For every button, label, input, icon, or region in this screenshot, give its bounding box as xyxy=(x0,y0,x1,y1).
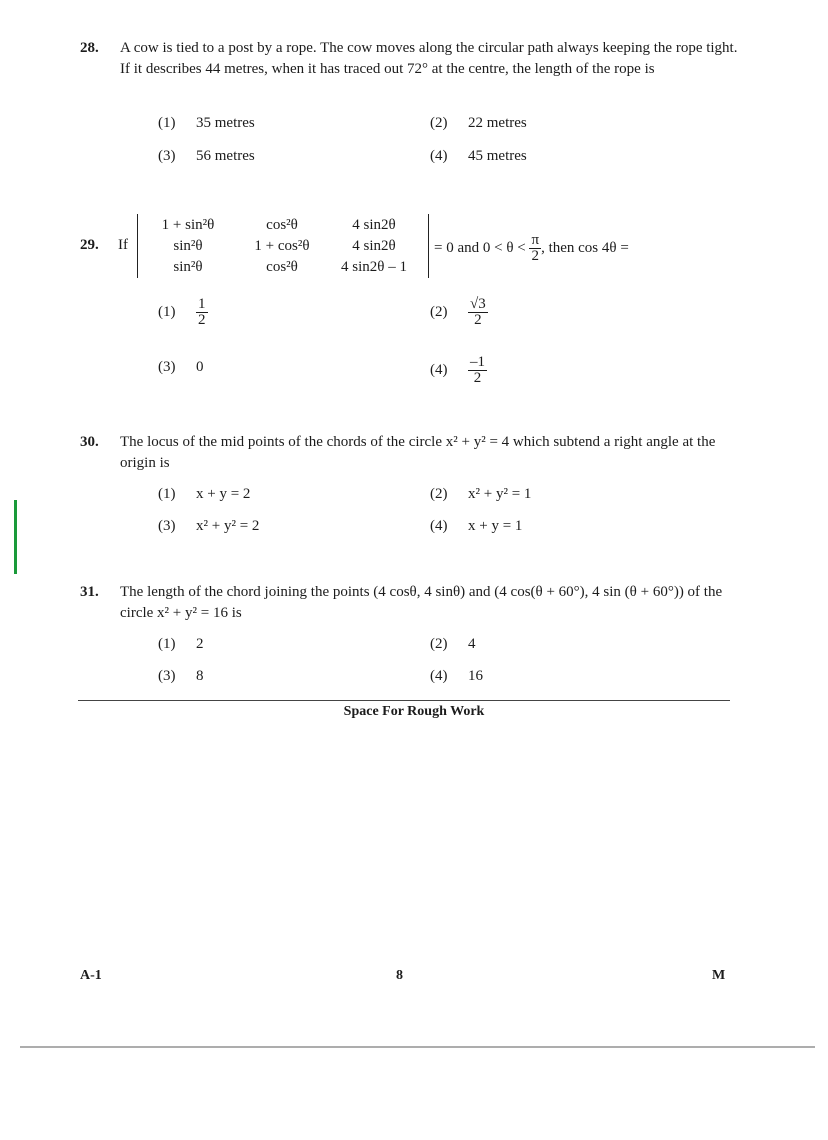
option-30-1[interactable]: (1) x + y = 2 xyxy=(158,486,251,502)
question-28 xyxy=(80,38,740,80)
rough-work-label: Space For Rough Work xyxy=(343,704,485,719)
question-text: The locus of the mid points of the chords of the circle x² + y² = 4 which subtend a right angle at the origin is xyxy=(120,434,716,471)
question-31 xyxy=(80,582,740,624)
question-30 xyxy=(80,432,740,474)
scan-edge-line xyxy=(20,1046,815,1048)
question-29-prefix: If xyxy=(118,237,128,253)
option-28-1[interactable]: (1) 35 metres xyxy=(158,115,255,131)
option-30-4[interactable]: (4) x + y = 1 xyxy=(430,518,523,534)
question-number: 28. xyxy=(80,40,99,56)
matrix-cell: 4 sin2θ xyxy=(352,238,396,254)
divider xyxy=(78,700,730,701)
question-29-number: 29. xyxy=(80,237,99,253)
option-30-2[interactable]: (2) x² + y² = 1 xyxy=(430,486,532,502)
matrix-cell: 1 + cos²θ xyxy=(254,238,310,254)
matrix-cell: cos²θ xyxy=(266,259,298,275)
green-pen-mark xyxy=(14,500,17,574)
pi-over-2-fraction: $\frac{\pi}{2}$ xyxy=(531,232,540,264)
question-number: 30. xyxy=(80,434,99,450)
option-28-2[interactable]: (2) 22 metres xyxy=(430,115,527,131)
option-30-3[interactable]: (3) x² + y² = 2 xyxy=(158,518,260,534)
question-29-condition: = 0 and 0 < θ < $\frac{\pi}{2}$ , then cos 4θ = xyxy=(434,232,629,264)
determinant xyxy=(137,214,429,278)
fraction: $\frac{1}{2}$ xyxy=(198,296,206,328)
matrix-cell: 1 + sin²θ xyxy=(161,217,215,233)
option-31-1[interactable]: (1) 2 xyxy=(158,636,204,652)
option-29-4[interactable]: (4) $\frac{-1}{2}$ xyxy=(430,354,485,386)
page-number: 8 xyxy=(396,968,403,983)
matrix-cell: 4 sin2θ xyxy=(352,217,396,233)
question-text: A cow is tied to a post by a rope. The cow moves along the circular path always keeping the rope tight. If it describes 44 metres, when it has traced out 72° at the centre, the length of the rope is xyxy=(120,40,738,77)
option-28-3[interactable]: (3) 56 metres xyxy=(158,148,255,164)
matrix-cell: 4 sin2θ – 1 xyxy=(341,259,407,275)
footer-series: M xyxy=(712,968,726,983)
option-29-3[interactable]: (3) 0 xyxy=(158,359,204,375)
fraction: $\frac{√3}{2}$ xyxy=(470,296,486,328)
matrix-cell: sin²θ xyxy=(173,238,203,254)
question-text: The length of the chord joining the points (4 cosθ, 4 sinθ) and (4 cos(θ + 60°), 4 sin (θ + 60°)) of the circle x² + y² = 16 is xyxy=(120,584,723,621)
footer-code: A-1 xyxy=(80,968,102,983)
matrix-cell: cos²θ xyxy=(266,217,298,233)
matrix-cell: sin²θ xyxy=(173,259,203,275)
option-31-2[interactable]: (2) 4 xyxy=(430,636,476,652)
option-31-3[interactable]: (3) 8 xyxy=(158,668,204,684)
option-29-2[interactable]: (2) $\frac{√3}{2}$ xyxy=(430,296,486,328)
option-31-4[interactable]: (4) 16 xyxy=(430,668,483,684)
option-29-1[interactable]: (1) $\frac{1}{2}$ xyxy=(158,296,206,328)
question-number: 31. xyxy=(80,584,99,600)
fraction: $\frac{-1}{2}$ xyxy=(470,354,485,386)
option-28-4[interactable]: (4) 45 metres xyxy=(430,148,527,164)
